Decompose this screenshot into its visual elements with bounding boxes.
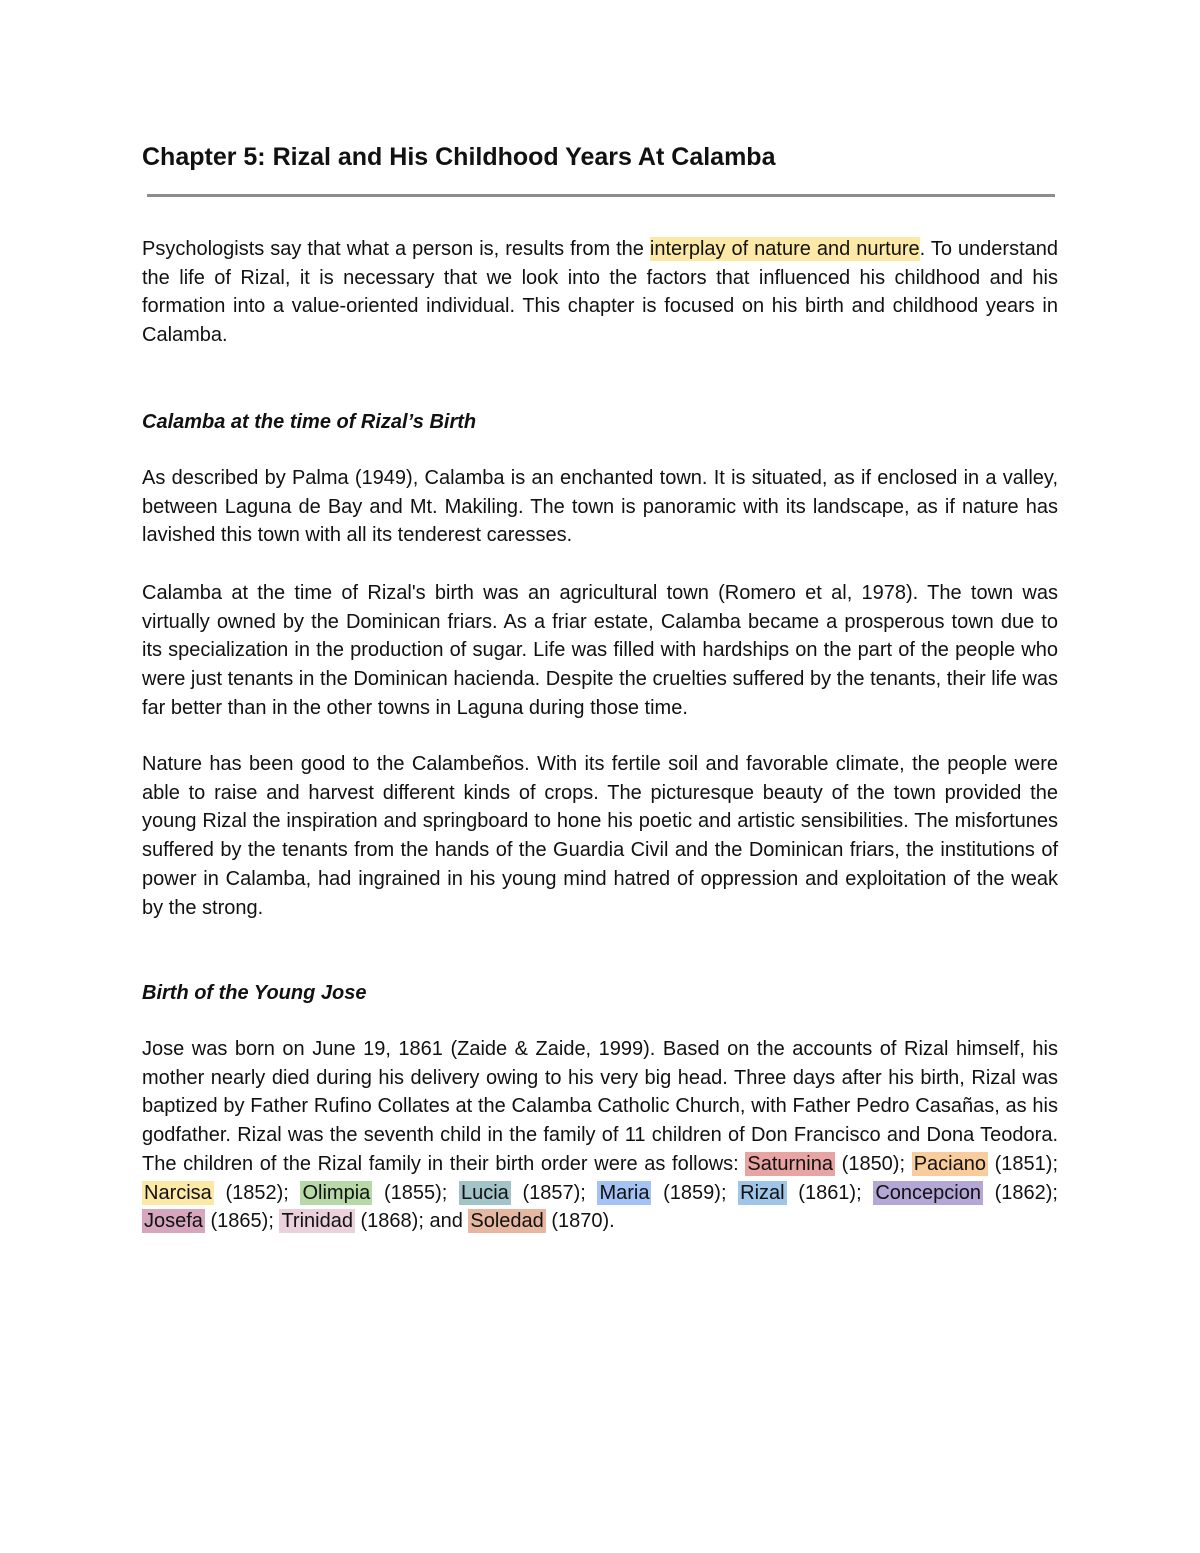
sibling-name-saturnina: Saturnina bbox=[747, 1152, 833, 1175]
sibling-year: (1851) bbox=[994, 1152, 1053, 1175]
sibling-name-josefa: Josefa bbox=[144, 1210, 203, 1233]
paragraph-birth bbox=[142, 1035, 1058, 1236]
intro-paragraph bbox=[142, 235, 1058, 350]
sibling-year: (1855) bbox=[383, 1181, 442, 1204]
sibling-separator: ; bbox=[856, 1181, 862, 1204]
sibling-year: (1870). bbox=[551, 1210, 615, 1233]
sibling-separator: ; bbox=[580, 1181, 586, 1204]
sibling-name-maria: Maria bbox=[599, 1181, 650, 1204]
sibling-name-narcisa: Narcisa bbox=[144, 1181, 212, 1204]
sibling-name-lucia: Lucia bbox=[460, 1181, 509, 1204]
sibling-name-concepcion: Concepcion bbox=[875, 1181, 981, 1204]
sibling-year: (1868) bbox=[360, 1210, 419, 1233]
sibling-separator: ; and bbox=[418, 1210, 463, 1233]
sibling-name-olimpia: Olimpia bbox=[302, 1181, 371, 1204]
sibling-separator: ; bbox=[899, 1152, 906, 1175]
sibling-separator: ; bbox=[441, 1181, 448, 1204]
sibling-separator: ; bbox=[720, 1181, 727, 1204]
birth-text: Jose was born on June 19, 1861 (Zaide & Zaide, 1999). Based on the accounts of Rizal himself, his mother nearly died during his delivery owing to his very big head. Three days after his birth, Rizal was baptized by Father Rufino Collates at the Calamba Catholic Church, with Father Pedro Casañas, as his godfather. Rizal was the seventh child in the family of 11 children of Don Francisco and Dona Teodora. The children of the Rizal family in their birth order were as follows: bbox=[142, 1038, 1058, 1175]
sibling-separator: ; bbox=[1052, 1152, 1058, 1175]
intro-text-end: . To understand the life of Rizal, it is necessary that we look into the factors that influenced his childhood and his formation into a value-oriented individual. This chapter is focused on his birth and childhood years in Calamba. bbox=[142, 238, 1059, 347]
sibling-year: (1861) bbox=[798, 1181, 857, 1204]
sibling-name-paciano: Paciano bbox=[913, 1152, 986, 1175]
sibling-name-trinidad: Trinidad bbox=[281, 1210, 353, 1233]
sibling-year: (1857) bbox=[522, 1181, 581, 1204]
intro-text-start: Psychologists say that what a person is, results from the bbox=[142, 238, 650, 260]
paragraph-palma: As described by Palma (1949), Calamba is an enchanted town. It is situated, as if enclosed in a valley, between Laguna de Bay and Mt. Makiling. The town is panoramic with its landscape, as if nature has lavished this town with all its tenderest caresses. bbox=[142, 467, 1058, 547]
section-heading-calamba: Calamba at the time of Rizal’s Birth bbox=[142, 411, 477, 433]
sibling-year: (1865) bbox=[210, 1210, 269, 1233]
section-heading-birth: Birth of the Young Jose bbox=[142, 982, 367, 1004]
sibling-year: (1859) bbox=[663, 1181, 721, 1204]
page-title: Chapter 5: Rizal and His Childhood Years At Calamba bbox=[142, 143, 776, 171]
sibling-year: (1850) bbox=[841, 1152, 900, 1175]
title-divider bbox=[147, 194, 1055, 197]
sibling-name-rizal: Rizal bbox=[740, 1181, 785, 1204]
sibling-separator: ; bbox=[1052, 1181, 1058, 1204]
paragraph-nature: Nature has been good to the Calambeños. With its fertile soil and favorable climate, the people were able to raise and harvest different kinds of crops. The picturesque beauty of the town provided the young Rizal the inspiration and springboard to hone his poetic and artistic sensibilities. The misfortunes suffered by the tenants from the hands of the Guardia Civil and the Dominican friars, the institutions of power in Calamba, had ingrained in his young mind hatred of oppression and exploitation of the weak by the strong. bbox=[142, 753, 1058, 919]
sibling-separator: ; bbox=[283, 1181, 289, 1204]
sibling-name-soledad: Soledad bbox=[470, 1210, 544, 1233]
sibling-year: (1862) bbox=[994, 1181, 1053, 1204]
sibling-separator: ; bbox=[268, 1210, 274, 1233]
paragraph-agricultural-town: Calamba at the time of Rizal's birth was an agricultural town (Romero et al, 1978). The town was virtually owned by the Dominican friars. As a friar estate, Calamba became a prosperous town due to its specialization in the production of sugar. Life was filled with hardships on the part of the people who were just tenants in the Dominican hacienda. Despite the cruelties suffered by the tenants, their life was far better than in the other towns in Laguna during those time. bbox=[142, 582, 1058, 719]
sibling-year: (1852) bbox=[225, 1181, 284, 1204]
intro-highlight: interplay of nature and nurture bbox=[649, 238, 920, 260]
